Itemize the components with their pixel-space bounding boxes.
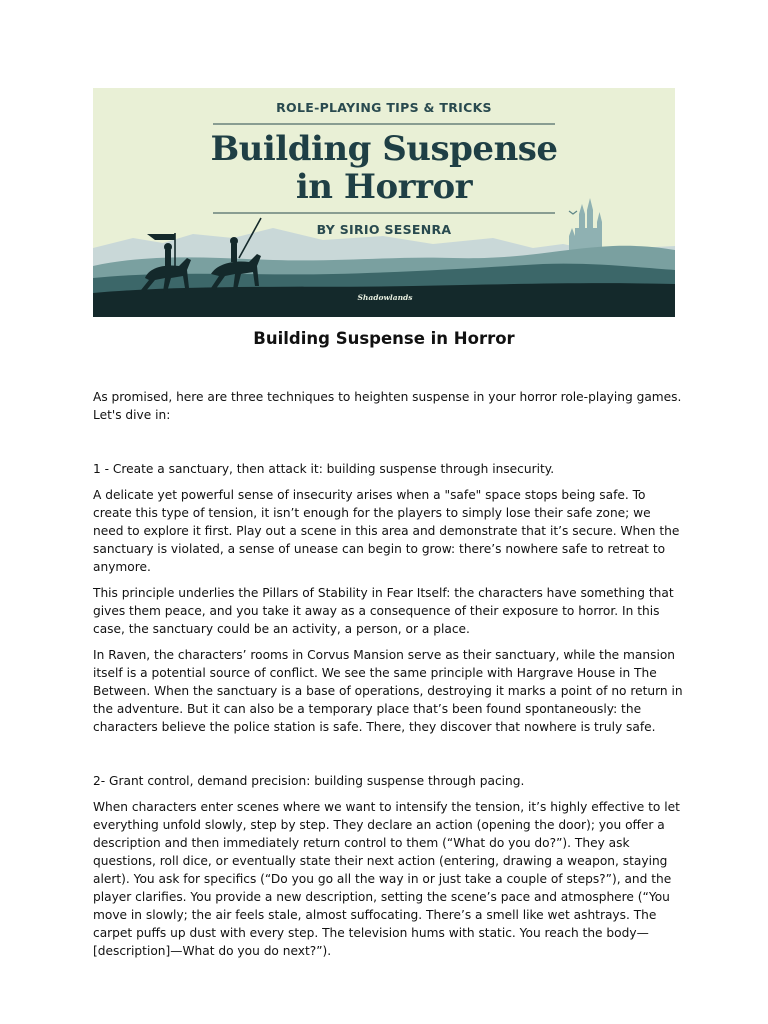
intro-paragraph: As promised, here are three techniques to heighten suspense in your horror role-playing games. Let's dive in: [93,390,682,422]
header-banner [93,88,675,317]
banner-author: BY SIRIO SESENRA [316,222,452,237]
document-title: Building Suspense in Horror [253,329,515,348]
section-2-paragraph: When characters enter scenes where we want to intensify the tension, it’s highly effective to let everything unfold slowly, step by step. They declare an action (opening the door); you offer a description and then immediately return control to them (“What do you do?”). They ask questions, roll dice, or eventually state their next action (entering, drawing a weapon, staying alert). You ask for specifics (“Do you go all the way in or just take a couple of steps?”), and the player clarifies. You provide a new description, setting the scene’s pace and atmosphere (“You move in slowly; the air feels stale, almost suffocating. There’s a smell like wet ashtrays. The carpet puffs up dust with every step. The television hums with static. You reach the body—[description]—What do you do next?”). [93,800,680,958]
section-1-paragraph: This principle underlies the Pillars of Stability in Fear Itself: the characters have something that gives them peace, and you take it away as a consequence of their exposure to horror. In this case, the sanctuary could be an activity, a person, or a place. [93,586,674,636]
banner-title-line2: in Horror [295,167,473,207]
section-1-paragraph: In Raven, the characters’ rooms in Corvus Mansion serve as their sanctuary, while the mansion itself is a potential source of conflict. We see the same principle with Hargrave House in The Between. When the sanctuary is a base of operations, destroying it marks a point of no return in the adventure. But it can also be a temporary place that’s been found spontaneously: the characters believe the police station is safe. There, they discover that nowhere is truly safe. [93,648,683,734]
section-1-heading: 1 - Create a sanctuary, then attack it: building suspense through insecurity. [93,462,555,476]
section-2-heading: 2- Grant control, demand precision: building suspense through pacing. [93,774,525,788]
section-1-paragraph: A delicate yet powerful sense of insecurity arises when a "safe" space stops being safe. To create this type of tension, it isn’t enough for the players to simply lose their safe zone; we need to explore it first. Play out a scene in this area and demonstrate that it’s secure. When the sanctuary is violated, a sense of unease can begin to grow: there’s nowhere safe to retreat to anymore. [93,488,680,574]
document-body [93,388,683,968]
publisher-logo: Shadowlands [357,293,413,302]
banner-title-line1: Building Suspense [210,129,558,169]
banner-kicker: ROLE-PLAYING TIPS & TRICKS [276,100,492,115]
